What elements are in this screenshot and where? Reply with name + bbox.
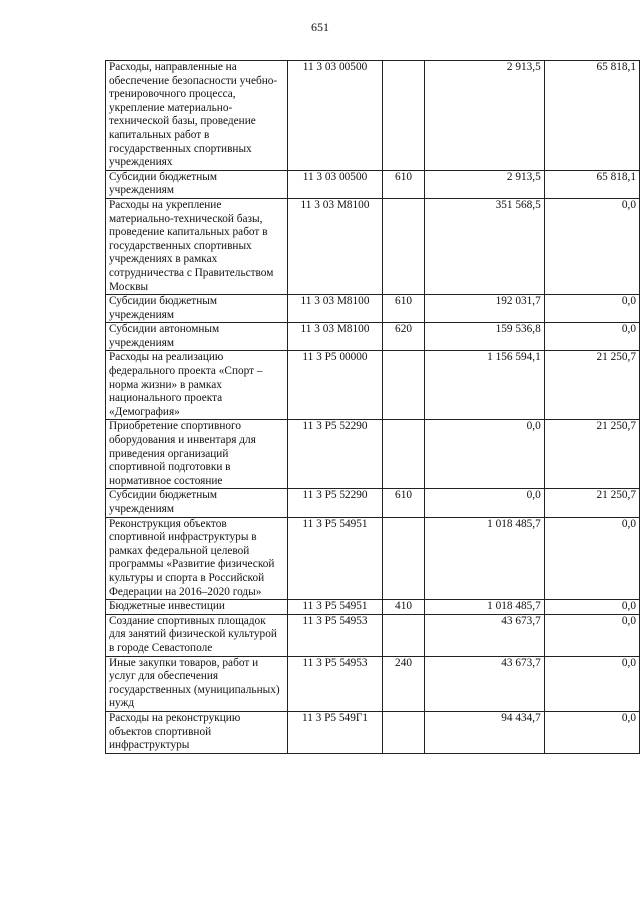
expense-type-cell [383, 61, 425, 171]
amount-year1-cell: 192 031,7 [424, 295, 544, 323]
classification-code-cell: 11 3 Р5 54953 [287, 656, 382, 711]
expense-name-cell: Расходы на реализацию федерального проекта «Спорт – норма жизни» в рамках национального проекта «Демография» [106, 351, 288, 420]
classification-code-cell: 11 3 Р5 54951 [287, 600, 382, 615]
amount-year2-cell: 0,0 [544, 600, 639, 615]
table-row [106, 351, 640, 420]
expense-name-cell: Расходы, направленные на обеспечение безопасности учебно-тренировочного процесса, укрепление материально-технической базы, проведение капитальных работ в государственных спортивных учреждениях [106, 61, 288, 171]
amount-year2-cell: 21 250,7 [544, 420, 639, 489]
expense-name-cell: Реконструкция объектов спортивной инфраструктуры в рамках федеральной целевой программы «Развитие физической культуры и спорта в Российской Федерации на 2016–2020 годы» [106, 517, 288, 600]
table-row [106, 170, 640, 198]
classification-code-cell: 11 3 03 М8100 [287, 295, 382, 323]
classification-code-cell: 11 3 03 М8100 [287, 323, 382, 351]
amount-year1-cell: 159 536,8 [424, 323, 544, 351]
expense-name-cell: Субсидии автономным учреждениям [106, 323, 288, 351]
amount-year1-cell: 0,0 [424, 489, 544, 517]
expense-type-cell [383, 614, 425, 656]
expense-type-cell: 240 [383, 656, 425, 711]
table-row [106, 656, 640, 711]
expense-name-cell: Иные закупки товаров, работ и услуг для обеспечения государственных (муниципальных) нужд [106, 656, 288, 711]
expense-name-cell: Субсидии бюджетным учреждениям [106, 295, 288, 323]
expense-name-cell: Субсидии бюджетным учреждениям [106, 170, 288, 198]
table-row [106, 61, 640, 171]
expense-name-cell: Создание спортивных площадок для занятий физической культурой в городе Севастополе [106, 614, 288, 656]
classification-code-cell: 11 3 Р5 52290 [287, 420, 382, 489]
amount-year1-cell: 1 018 485,7 [424, 600, 544, 615]
table-row [106, 517, 640, 600]
amount-year1-cell: 1 156 594,1 [424, 351, 544, 420]
amount-year2-cell: 0,0 [544, 295, 639, 323]
table-row [106, 420, 640, 489]
classification-code-cell: 11 3 Р5 54953 [287, 614, 382, 656]
classification-code-cell: 11 3 Р5 549Г1 [287, 711, 382, 753]
amount-year2-cell: 0,0 [544, 323, 639, 351]
expense-name-cell: Бюджетные инвестиции [106, 600, 288, 615]
amount-year1-cell: 43 673,7 [424, 614, 544, 656]
expense-type-cell: 610 [383, 170, 425, 198]
classification-code-cell: 11 3 Р5 00000 [287, 351, 382, 420]
expense-type-cell [383, 198, 425, 294]
amount-year2-cell: 0,0 [544, 614, 639, 656]
expense-type-cell: 610 [383, 489, 425, 517]
expense-name-cell: Расходы на укрепление материально-технической базы, проведение капитальных работ в государственных спортивных учреждениях в рамках сотрудничества с Правительством Москвы [106, 198, 288, 294]
page-number: 651 [311, 20, 329, 34]
table-row [106, 600, 640, 615]
table-row [106, 711, 640, 753]
expense-name-cell: Субсидии бюджетным учреждениям [106, 489, 288, 517]
expense-type-cell [383, 420, 425, 489]
classification-code-cell: 11 3 03 М8100 [287, 198, 382, 294]
amount-year2-cell: 0,0 [544, 198, 639, 294]
table-row [106, 489, 640, 517]
classification-code-cell: 11 3 03 00500 [287, 61, 382, 171]
expense-type-cell: 410 [383, 600, 425, 615]
expense-type-cell: 620 [383, 323, 425, 351]
amount-year1-cell: 2 913,5 [424, 61, 544, 171]
amount-year2-cell: 21 250,7 [544, 351, 639, 420]
expense-type-cell [383, 517, 425, 600]
expense-type-cell [383, 351, 425, 420]
classification-code-cell: 11 3 Р5 54951 [287, 517, 382, 600]
expense-name-cell: Расходы на реконструкцию объектов спортивной инфраструктуры [106, 711, 288, 753]
amount-year1-cell: 43 673,7 [424, 656, 544, 711]
budget-table-body [106, 61, 640, 754]
expense-name-cell: Приобретение спортивного оборудования и инвентаря для приведения организаций спортивной подготовки в нормативное состояние [106, 420, 288, 489]
table-row [106, 614, 640, 656]
amount-year2-cell: 0,0 [544, 517, 639, 600]
amount-year1-cell: 94 434,7 [424, 711, 544, 753]
amount-year2-cell: 21 250,7 [544, 489, 639, 517]
table-row [106, 323, 640, 351]
classification-code-cell: 11 3 Р5 52290 [287, 489, 382, 517]
classification-code-cell: 11 3 03 00500 [287, 170, 382, 198]
expense-type-cell [383, 711, 425, 753]
expense-type-cell: 610 [383, 295, 425, 323]
amount-year1-cell: 2 913,5 [424, 170, 544, 198]
amount-year2-cell: 0,0 [544, 656, 639, 711]
table-row [106, 295, 640, 323]
amount-year2-cell: 65 818,1 [544, 170, 639, 198]
budget-table [105, 60, 640, 754]
amount-year2-cell: 65 818,1 [544, 61, 639, 171]
amount-year1-cell: 351 568,5 [424, 198, 544, 294]
amount-year1-cell: 0,0 [424, 420, 544, 489]
table-row [106, 198, 640, 294]
amount-year1-cell: 1 018 485,7 [424, 517, 544, 600]
amount-year2-cell: 0,0 [544, 711, 639, 753]
